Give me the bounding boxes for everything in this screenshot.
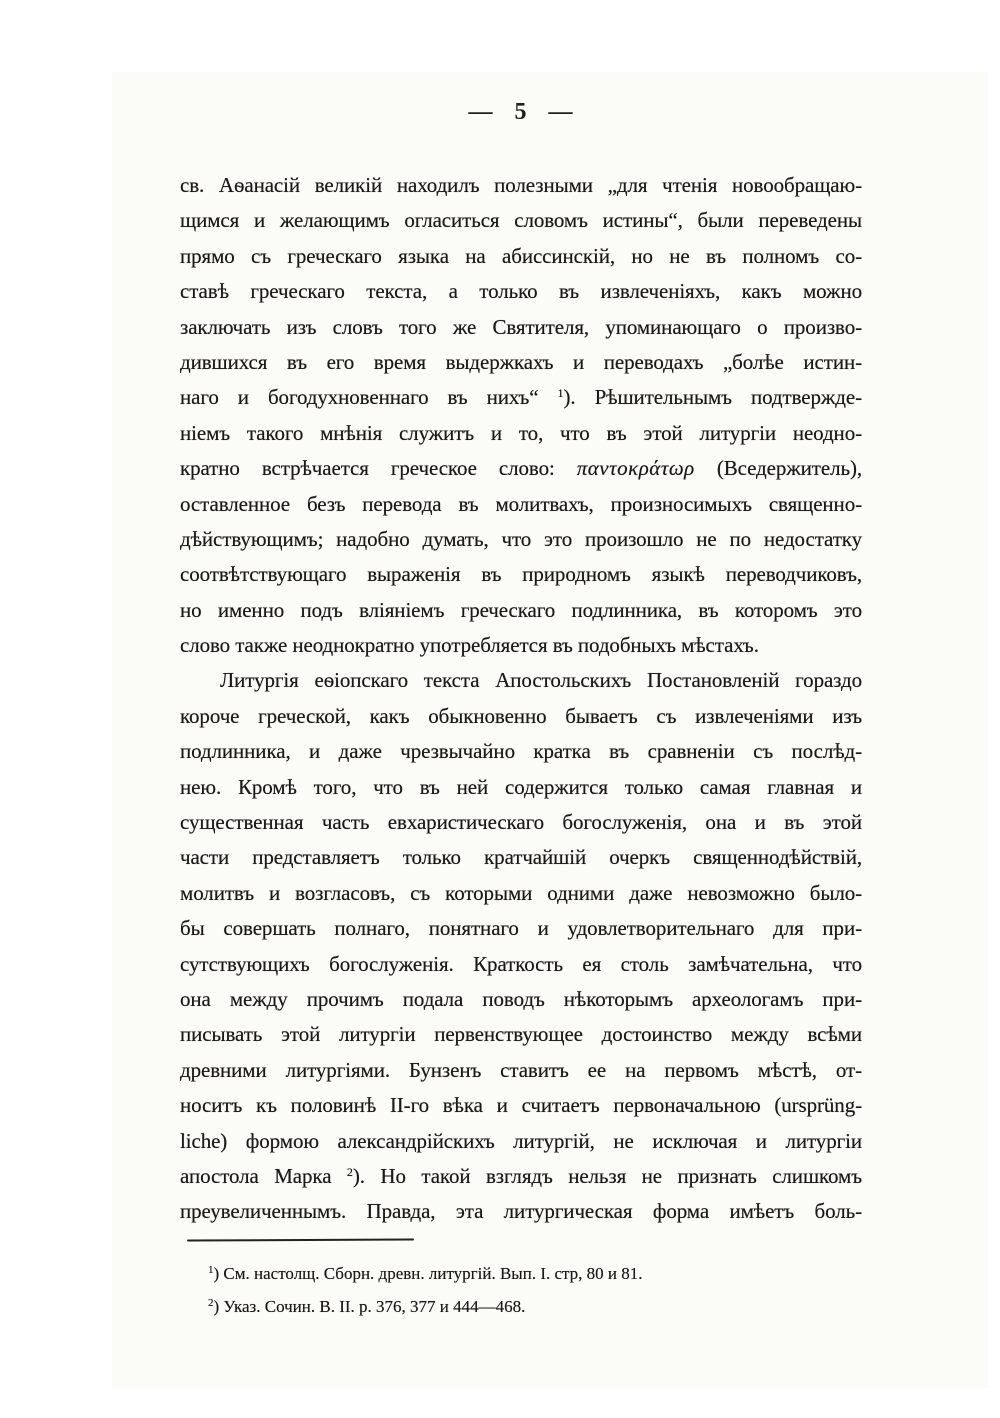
text-segment: но именно подъ вліяніемъ греческаго подлинника, въ которомъ это xyxy=(180,597,862,622)
text-line xyxy=(180,911,862,946)
text-line xyxy=(180,416,862,451)
greek-term: παντοκράτωρ xyxy=(576,456,695,481)
text-segment: дившихся въ его время выдержкахъ и переводахъ „болѣе истин- xyxy=(180,349,862,374)
footnote-2 xyxy=(180,1291,862,1324)
text-line xyxy=(180,1053,862,1088)
text-segment: кратно встрѣчается греческое слово: xyxy=(180,456,577,481)
text-line xyxy=(180,1124,862,1159)
text-segment: бы совершать полнаго, понятнаго и удовлетворительнаго для при- xyxy=(180,916,862,941)
footnotes-block xyxy=(180,1258,862,1323)
text-line xyxy=(180,274,862,309)
text-segment: оставленное безъ перевода въ молитвахъ, произносимыхъ священно- xyxy=(180,491,862,516)
text-segment: соотвѣтствующаго выраженія въ природномъ языкѣ переводчиковъ, xyxy=(180,562,862,587)
text-line xyxy=(180,734,862,769)
footnote-2-marker: 2 xyxy=(208,1296,214,1309)
text-line xyxy=(180,522,862,557)
text-segment: наго и богодухновеннаго въ нихъ“ xyxy=(180,385,558,410)
text-line xyxy=(180,699,862,734)
text-segment: ). Рѣшительнымъ подтвержде- xyxy=(563,385,863,410)
text-line xyxy=(180,380,862,415)
text-line xyxy=(180,451,862,486)
text-segment: заключать изъ словъ того же Святителя, упоминающаго о произво- xyxy=(180,314,862,339)
text-segment: ніемъ такого мнѣнія служитъ и то, что въ этой литургіи неодно- xyxy=(180,420,862,445)
text-segment: она между прочимъ подала поводъ нѣкоторымъ археологамъ при- xyxy=(180,986,862,1011)
text-line xyxy=(180,947,862,982)
text-segment: молитвъ и возгласовъ, съ которыми одними даже невозможно было- xyxy=(180,880,862,905)
footnote-2-text: Указ. Сочин. В. II. p. 376, 377 и 444—468. xyxy=(223,1296,526,1316)
text-line xyxy=(180,1017,862,1052)
text-segment: (Вседержитель), xyxy=(694,456,862,481)
text-line xyxy=(180,805,862,840)
text-segment: Литургія еѳіопскаго текста Апостольскихъ Постановленій гораздо xyxy=(220,668,862,693)
text-line xyxy=(180,840,862,875)
text-segment: ). Но такой взглядъ нельзя не признать слишкомъ xyxy=(352,1163,862,1188)
text-segment: щимся и желающимъ огласиться словомъ истины“, были переведены xyxy=(180,208,862,233)
text-segment: ставѣ греческаго текста, а только въ извлеченіяхъ, какъ можно xyxy=(180,279,862,304)
text-line xyxy=(180,345,862,380)
text-segment: существенная часть евхаристическаго богослуженія, она и въ этой xyxy=(180,810,862,835)
text-line xyxy=(180,1159,862,1194)
text-line xyxy=(180,628,862,663)
text-segment: писывать этой литургіи первенствующее достоинство между всѣми xyxy=(180,1022,862,1047)
text-line xyxy=(180,487,862,522)
text-line xyxy=(180,168,862,203)
footnote-1-paren: ) xyxy=(213,1264,224,1283)
text-line xyxy=(180,593,862,628)
text-segment: liche) формою александрійскихъ литургій, не исключая и литургіи xyxy=(180,1128,862,1153)
text-segment: прямо съ греческаго языка на абиссинскій, но не въ полномъ со- xyxy=(180,243,862,268)
text-segment: короче греческой, какъ обыкновенно бываетъ съ извлеченіями изъ xyxy=(180,703,862,728)
text-line xyxy=(180,663,862,698)
body-text-block xyxy=(180,168,862,1230)
text-segment: древними литургіями. Бунзенъ ставитъ ее на первомъ мѣстѣ, от- xyxy=(180,1057,862,1082)
footnote-2-paren: ) xyxy=(213,1296,224,1316)
text-line xyxy=(180,770,862,805)
text-line xyxy=(180,239,862,274)
text-segment: подлинника, и даже чрезвычайно кратка въ сравненіи съ послѣд- xyxy=(180,739,862,764)
text-line xyxy=(180,1194,862,1229)
text-line xyxy=(180,982,862,1017)
text-line xyxy=(180,557,862,592)
footnote-reference-marker: 2 xyxy=(346,1164,353,1179)
footnote-1-text: См. настолщ. Сборн. древн. литургій. Вып. I. стр, 80 и 81. xyxy=(223,1264,643,1283)
text-segment: носитъ къ половинѣ II-го вѣка и считаетъ первоначальною (ursprüng- xyxy=(180,1093,862,1118)
text-line xyxy=(180,203,862,238)
page-number-header: — 5 — xyxy=(468,99,574,125)
text-segment: св. Аѳанасій великій находилъ полезными „для чтенія новообращаю- xyxy=(180,173,862,197)
text-segment: преувеличеннымъ. Правда, эта литургическая форма имѣетъ боль- xyxy=(180,1199,862,1224)
text-segment: слово также неоднократно употребляется въ подобныхъ мѣстахъ. xyxy=(180,633,759,658)
text-line xyxy=(180,310,862,345)
text-segment: апостола Марка xyxy=(180,1163,347,1188)
text-segment: части представляетъ только кратчайшій очеркъ священнодѣйствій, xyxy=(180,845,862,870)
text-segment: дѣйствующимъ; надобно думать, что это произошло не по недостатку xyxy=(180,526,862,551)
footnote-reference-marker: 1 xyxy=(557,386,564,401)
footnote-1-marker: 1 xyxy=(208,1264,214,1276)
text-segment: нею. Кромѣ того, что въ ней содержится только самая главная и xyxy=(180,774,862,799)
text-line xyxy=(180,876,862,911)
footnote-1 xyxy=(180,1258,862,1291)
text-segment: сутствующихъ богослуженія. Краткость ея столь замѣчательна, что xyxy=(180,951,862,976)
text-line xyxy=(180,1088,862,1123)
